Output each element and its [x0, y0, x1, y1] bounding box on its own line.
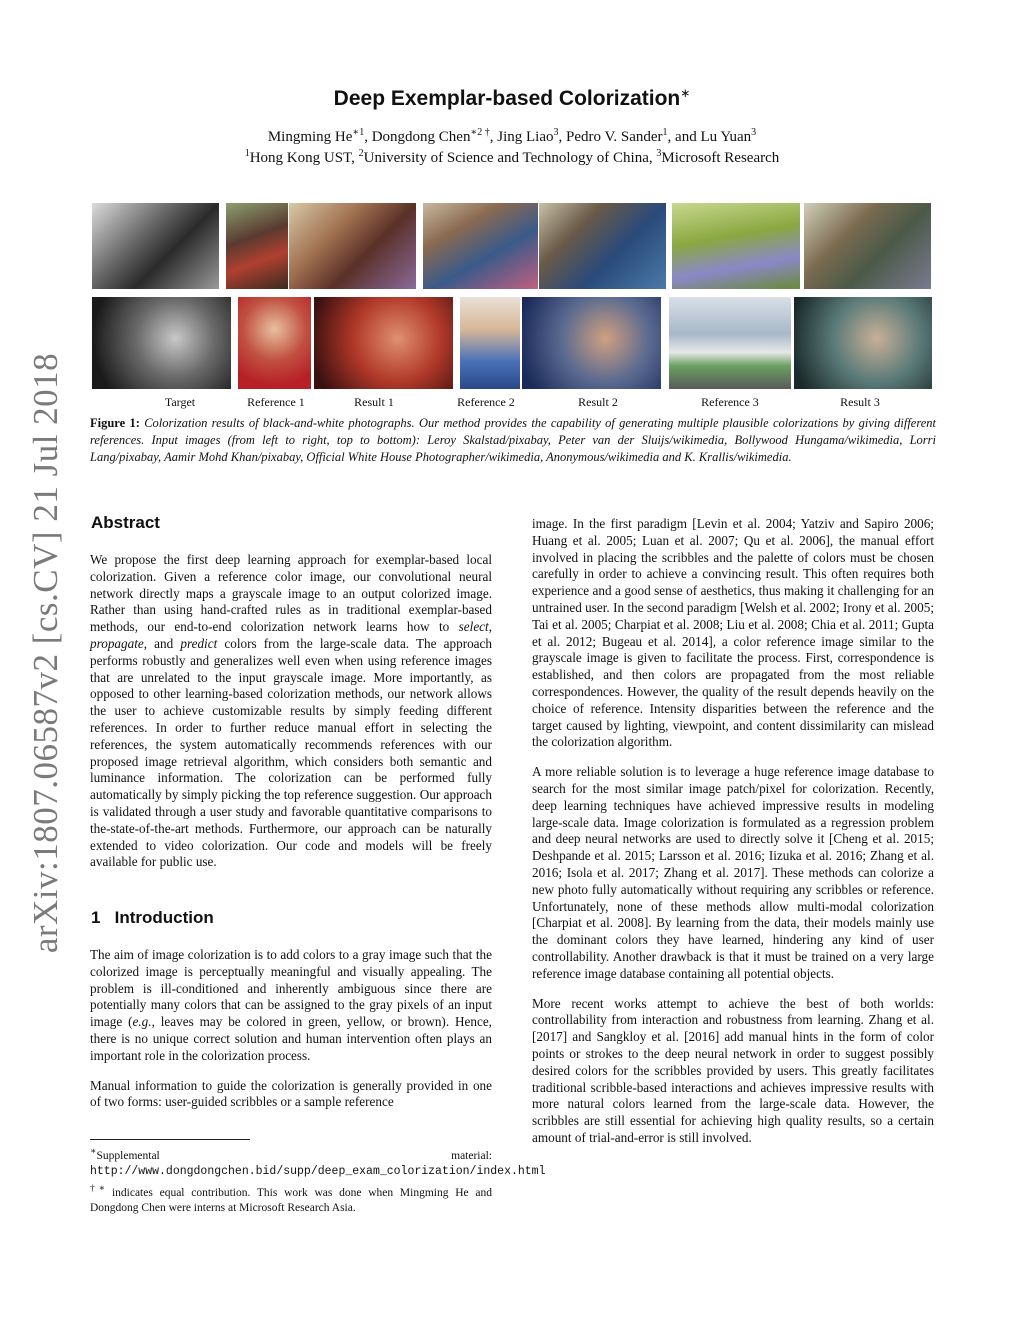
body-paragraph: A more reliable solution is to leverage a huge reference image database to search for the most similar image patch/pixel for colorization. Recently, deep learning techniques have achieved impressive results in modeling large-scale data. Image colorization is formulated as a regression problem and deep neural networks are used to directly solve it [Cheng et al. 2015; Deshpande et al. 2015; Larsson et al. 2016; Iizuka et al. 2016; Zhang et al. 2016; Isola et al. 2017; Zhang et al. 2017]. These methods can colorize a new photo fully automatically without requiring any scribbles or reference. Unfortunately, none of these methods allow multi-modal colorization [Charpiat et al. 2008]. By learning from the data, their models mainly use the dominant colors they have learned, hindering any kind of user controllability. Another drawback is that it must be trained on a very large reference image database containing all potential objects.	[532, 764, 934, 981]
supplemental-link[interactable]: http://www.dongdongchen.bid/supp/deep_exam_colorization/index.html	[90, 1164, 546, 1178]
body-paragraph: image. In the first paradigm [Levin et al. 2004; Yatziv and Sapiro 2006; Huang et al. 2005; Luan et al. 2007; Qu et al. 2006], the manual effort involved in placing the scribbles and the palette of colors must be chosen carefully in order to achieve a convincing result. This often requires both experience and a good sense of aesthetics, thus making it challenging for an untrained user. In the second paradigm [Welsh et al. 2002; Irony et al. 2005; Tai et al. 2005; Charpiat et al. 2008; Liu et al. 2008; Chia et al. 2011; Gupta et al. 2012; Bugeau et al. 2014], a color reference image similar to the grayscale image is given to facilitate the process. First, correspondence is established, and then colors are propagated from the most reliable correspondences. However, the quality of the result depends heavily on the choice of reference. Intensity disparities between the reference and the target caused by lighting, viewpoint, and content dissimilarity can mislead the colorization algorithm.	[532, 516, 934, 750]
author-name: Jing Liao	[497, 129, 554, 145]
footnote-equal-contribution: †∗ indicates equal contribution. This work was done when Mingming He and Dongdong Chen were interns at Microsoft Research Asia.	[90, 1182, 492, 1214]
footnote-rule	[90, 1139, 250, 1140]
author-name: Mingming He	[267, 129, 353, 145]
figure-label: Result 1	[354, 395, 394, 409]
abstract-body: We propose the first deep learning approach for exemplar-based local colorization. Given a reference color image, our convolutional neural network directly maps a grayscale image to an output colorized image. Rather than using hand-crafted rules as in traditional exemplar-based methods, our end-to-end colorization network learns how to select, propagate, and predict colors from the large-scale data. The approach performs robustly and generalizes well even when using reference images that are unrelated to the input grayscale image. More importantly, as opposed to other learning-based colorization methods, our network allows the user to achieve customizable results by simply feeding different references. In order to further reduce manual effort in selecting the references, the system automatically recommends references with our proposed image retrieval algorithm, which considers both semantic and luminance information. The colorization can be performed fully automatically by simply picking the top reference suggestion. Our approach is validated through a user study and favorable quantitative comparisons to the-state-of-the-art methods. Furthermore, our approach can be naturally extended to video colorization. Our code and models will be freely available for public use.	[90, 552, 492, 870]
photo-result-man-1	[314, 297, 453, 389]
photo-reference-red-woman	[238, 297, 311, 389]
figure-label: Result 3	[840, 395, 880, 409]
photo-result-boys-1	[289, 203, 416, 289]
author-name: Pedro V. Sander	[566, 129, 663, 145]
photo-reference-car	[669, 297, 791, 389]
photo-bw-target-boys	[92, 203, 219, 289]
arxiv-identifier: arXiv:1807.06587v2 [cs.CV] 21 Jul 2018	[26, 352, 66, 954]
figure-label: Reference 1	[247, 395, 305, 409]
photo-result-boys-3	[804, 203, 931, 289]
footnotes	[90, 1144, 546, 1216]
intro-paragraph: Manual information to guide the colorization is generally provided in one of two forms: user-guided scribbles or a sample reference	[90, 1077, 492, 1110]
author-list: Mingming $He^{∗1}$, Dongdong Chen$^{∗2 \dagger}$, Jing Liao$^3$, Pedro V. Sander$^1$, and Lu Yuan$^3$	[267, 127, 757, 145]
photo-reference-blue-girl	[460, 297, 520, 389]
footnote-supplemental: ∗Supplemental material: http://www.dongdongchen.bid/supp/deep_exam_colorization/index.html	[90, 1146, 546, 1178]
paper-title: Deep Exemplar-based Colorization∗	[333, 86, 691, 110]
photo-reference-woman	[226, 203, 288, 289]
figure-label: Result 2	[578, 395, 618, 409]
photo-result-boys-2	[539, 203, 666, 289]
intro-heading: 1 Introduction	[91, 908, 214, 927]
photo-reference-meadow	[672, 203, 800, 289]
right-column-body	[532, 516, 934, 1160]
figure-label: Reference 3	[701, 395, 759, 409]
photo-bw-target-man	[92, 297, 231, 389]
figure-caption-text: Colorization results of black-and-white photographs. Our method provides the capability of generating multiple plausible colorizations by giving different references. Input images (from left to right, top to bottom): Leroy Skalstad/pixabay, Peter van der Sluijs/wikimedia, Bollywood Hungama/wikimedia, Lorri Lang/pixabay, Aamir Mohd Khan/pixabay, Official White House Photographer/wikimedia, Anonymous/wikimedia and K. Krallis/wikimedia.	[90, 416, 937, 464]
abstract-heading: Abstract	[91, 513, 160, 532]
figure-label: Target	[164, 395, 196, 409]
intro-body	[90, 947, 492, 1124]
photo-reference-family	[423, 203, 538, 289]
author-name: Lu Yuan	[700, 129, 752, 145]
photo-result-man-2	[522, 297, 661, 389]
figure-caption	[90, 415, 936, 466]
affiliation-list: $^1$Hong Kong UST, $^2$University of Science and Technology of China, $^3$Microsoft Research	[244, 148, 780, 166]
photo-result-man-3	[794, 297, 932, 389]
figure-caption-label: Figure 1:	[90, 416, 140, 430]
figure-label: Reference 2	[457, 395, 515, 409]
body-paragraph: More recent works attempt to achieve the best of both worlds: controllability from interaction and robustness from learning. Zhang et al. [2017] and Sangkloy et al. [2016] add manual hints in the form of color points or strokes to the deep neural network in order to suggest possibly desired colors for the scribbles provided by users. This greatly facilitates traditional scribble-based interactions and achieves impressive results with more natural colors learned from the large-scale data. However, the scribbles are still essential for achieving high quality results, so a certain amount of trial-and-error is still involved.	[532, 995, 934, 1145]
intro-paragraph: The aim of image colorization is to add colors to a gray image such that the colorized image is perceptually meaningful and visually appealing. The problem is ill-conditioned and inherently ambiguous since there are potentially many colors that can be assigned to the gray pixels of an input image (e.g., leaves may be colored in green, yellow, or brown). Hence, there is no unique correct solution and human intervention often plays an important role in the colorization process.	[90, 947, 492, 1063]
author-name: Dongdong Chen	[371, 129, 471, 145]
